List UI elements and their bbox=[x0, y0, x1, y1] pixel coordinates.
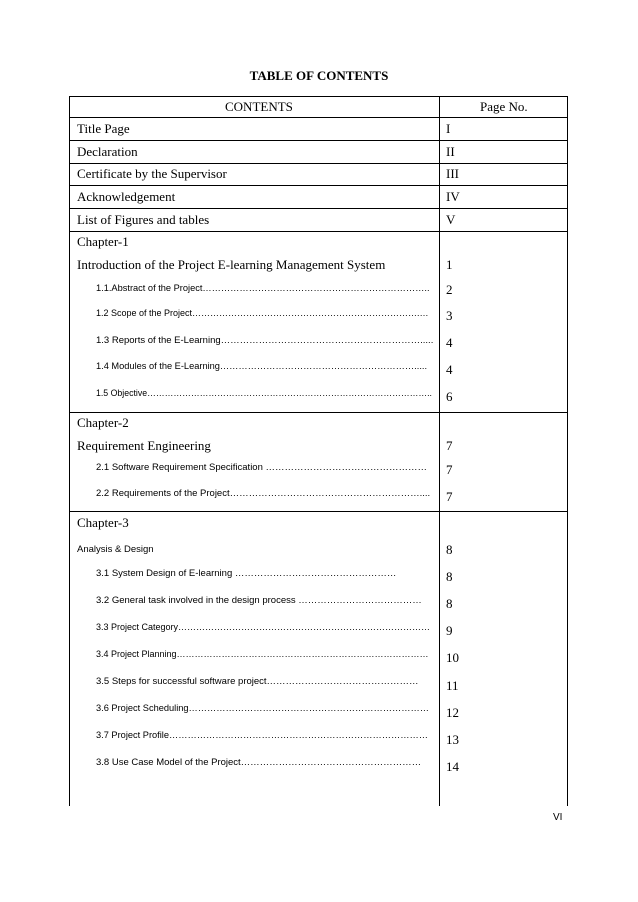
toc-subentry-label: 1.2 Scope of the Project………………………………………………………………….… bbox=[96, 308, 429, 318]
row-border bbox=[70, 96, 567, 97]
toc-subentry-page: 10 bbox=[446, 650, 459, 665]
toc-subentry-page: 4 bbox=[446, 362, 453, 377]
toc-subentry-label: 3.1 System Design of E-learning …………………………………………… bbox=[96, 568, 397, 579]
column-divider bbox=[439, 96, 440, 806]
toc-subentry-label: 1.3 Reports of the E-Learning………………………………………………………..... bbox=[96, 335, 434, 346]
page-number: VI bbox=[553, 812, 563, 823]
row-border bbox=[70, 163, 567, 164]
toc-subentry-label: 2.2 Requirements of the Project…………………………………………………….... bbox=[96, 488, 431, 499]
toc-entry-page: II bbox=[446, 144, 455, 159]
toc-subentry-label: 3.4 Project Planning………………………………………………………………………… bbox=[96, 649, 429, 659]
toc-subentry-page: 7 bbox=[446, 462, 453, 477]
toc-subentry-page: 13 bbox=[446, 732, 459, 747]
chapter-title-page: 1 bbox=[446, 257, 453, 272]
toc-entry-label: Title Page bbox=[77, 121, 130, 136]
row-border bbox=[70, 117, 567, 118]
row-border bbox=[70, 185, 567, 186]
chapter-heading: Chapter-2 bbox=[77, 415, 129, 430]
toc-entry-page: V bbox=[446, 212, 456, 227]
toc-subentry-label: 3.8 Use Case Model of the Project………………………………………………… bbox=[96, 757, 422, 768]
toc-subentry-page: 3 bbox=[446, 308, 453, 323]
toc-entry-label: Acknowledgement bbox=[77, 189, 176, 204]
contents-header: CONTENTS bbox=[225, 99, 293, 114]
chapter-title-page: 7 bbox=[446, 438, 453, 453]
toc-subentry-page: 8 bbox=[446, 596, 453, 611]
toc-subentry-label: 3.7 Project Profile………………………………………………………………………… bbox=[96, 730, 429, 740]
row-border bbox=[70, 140, 567, 141]
toc-subentry-label: 1.4 Modules of the E-Learning………………………………………………………..... bbox=[96, 361, 428, 371]
toc-subentry-label: 3.6 Project Scheduling…………………………………………………………………… bbox=[96, 703, 430, 713]
toc-subentry-page: 11 bbox=[446, 678, 459, 693]
toc-table bbox=[69, 96, 568, 806]
toc-subentry-page: 6 bbox=[446, 389, 453, 404]
toc-entry-page: III bbox=[446, 166, 459, 181]
toc-subentry-page: 2 bbox=[446, 282, 453, 297]
row-border bbox=[70, 231, 567, 232]
row-border bbox=[70, 208, 567, 209]
toc-entry-label: Declaration bbox=[77, 144, 138, 159]
toc-subentry-page: 9 bbox=[446, 623, 453, 638]
row-border bbox=[70, 412, 567, 413]
chapter-heading: Chapter-1 bbox=[77, 234, 129, 249]
toc-entry-page: IV bbox=[446, 189, 460, 204]
toc-subentry-label: 2.1 Software Requirement Specification …………………………………………… bbox=[96, 462, 428, 473]
page-title: TABLE OF CONTENTS bbox=[249, 68, 389, 83]
toc-subentry-label: 3.2 General task involved in the design process ………………………………… bbox=[96, 595, 422, 606]
chapter-title: Requirement Engineering bbox=[77, 438, 211, 453]
toc-entry-label: List of Figures and tables bbox=[77, 212, 210, 227]
toc-subentry-label: 1.1.Abstract of the Project……………………………………………………………….. bbox=[96, 283, 430, 293]
toc-subentry-page: 12 bbox=[446, 705, 459, 720]
toc-subentry-page: 4 bbox=[446, 335, 453, 350]
row-border bbox=[70, 511, 567, 512]
chapter-title-page: 8 bbox=[446, 542, 453, 557]
chapter-heading: Chapter-3 bbox=[77, 515, 129, 530]
chapter-title: Introduction of the Project E-learning Management System bbox=[77, 257, 386, 272]
toc-subentry-page: 14 bbox=[446, 759, 459, 774]
chapter-title: Analysis & Design bbox=[77, 544, 154, 555]
toc-entry-page: I bbox=[446, 121, 451, 136]
page-no-header: Page No. bbox=[480, 99, 528, 114]
toc-subentry-page: 7 bbox=[446, 489, 453, 504]
toc-subentry-label: 1.5 Objective…………………………………………………………………………………….. bbox=[96, 388, 432, 398]
toc-subentry-label: 3.3 Project Category………………………………………………………………………… bbox=[96, 622, 431, 632]
toc-subentry-page: 8 bbox=[446, 569, 453, 584]
toc-entry-label: Certificate by the Supervisor bbox=[77, 166, 227, 181]
toc-subentry-label: 3.5 Steps for successful software project………………………………………… bbox=[96, 676, 419, 687]
